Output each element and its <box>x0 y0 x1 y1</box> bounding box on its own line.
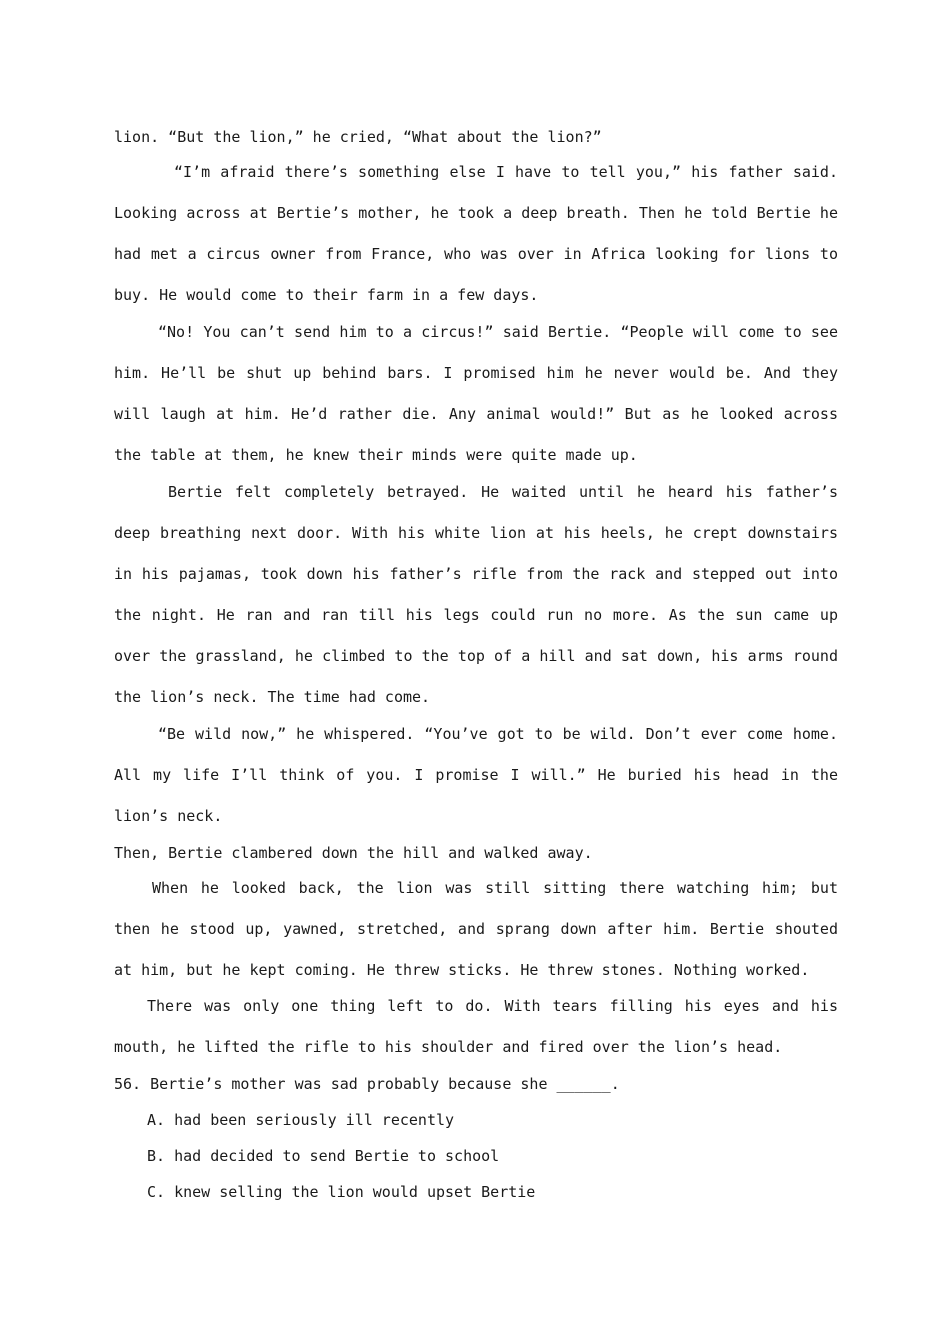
question-stem: 56. Bertie’s mother was sad probably because she ______. <box>114 1075 620 1093</box>
option-b: B. had decided to send Bertie to school <box>147 1147 500 1165</box>
paragraph-6: Then, Bertie clambered down the hill and walked away. <box>114 844 593 862</box>
option-c: C. knew selling the lion would upset Bertie <box>147 1183 536 1201</box>
option-a: A. had been seriously ill recently <box>147 1111 455 1129</box>
paragraph-4: Bertie felt completely betrayed. He waited until he heard his father’s deep breathing next door. With his white lion at his heels, he crept downstairs in his pajamas, took down his father’s rifle from the rack and stepped out into the night. He ran and ran till his legs could run no more. As the sun came up over the grassland, he climbed to the top of a hill and sat down, his arms round the lion’s neck. The time had come. <box>114 483 838 706</box>
paragraph-1: lion. “But the lion,” he cried, “What about the lion?” <box>114 128 602 146</box>
paragraph-2: “I’m afraid there’s something else I have to tell you,” his father said. Looking across at Bertie’s mother, he took a deep breath. Then he told Bertie he had met a circus owner from France, who was over in Africa looking for lions to buy. He would come to their farm in a few days. <box>114 163 838 304</box>
paragraph-8: There was only one thing left to do. With tears filling his eyes and his mouth, he lifted the rifle to his shoulder and fired over the lion’s head. <box>114 997 838 1056</box>
paragraph-3: “No! You can’t send him to a circus!” said Bertie. “People will come to see him. He’ll be shut up behind bars. I promised him he never would be. And they will laugh at him. He’d rather die. Any animal would!” But as he looked across the table at them, he knew their minds were quite made up. <box>114 323 838 464</box>
paragraph-7: When he looked back, the lion was still sitting there watching him; but then he stood up, yawned, stretched, and sprang down after him. Bertie shouted at him, but he kept coming. He threw sticks. He threw stones. Nothing worked. <box>114 879 838 979</box>
paragraph-5: “Be wild now,” he whispered. “You’ve got to be wild. Don’t ever come home. All my life I’ll think of you. I promise I will.” He buried his head in the lion’s neck. <box>114 725 838 825</box>
